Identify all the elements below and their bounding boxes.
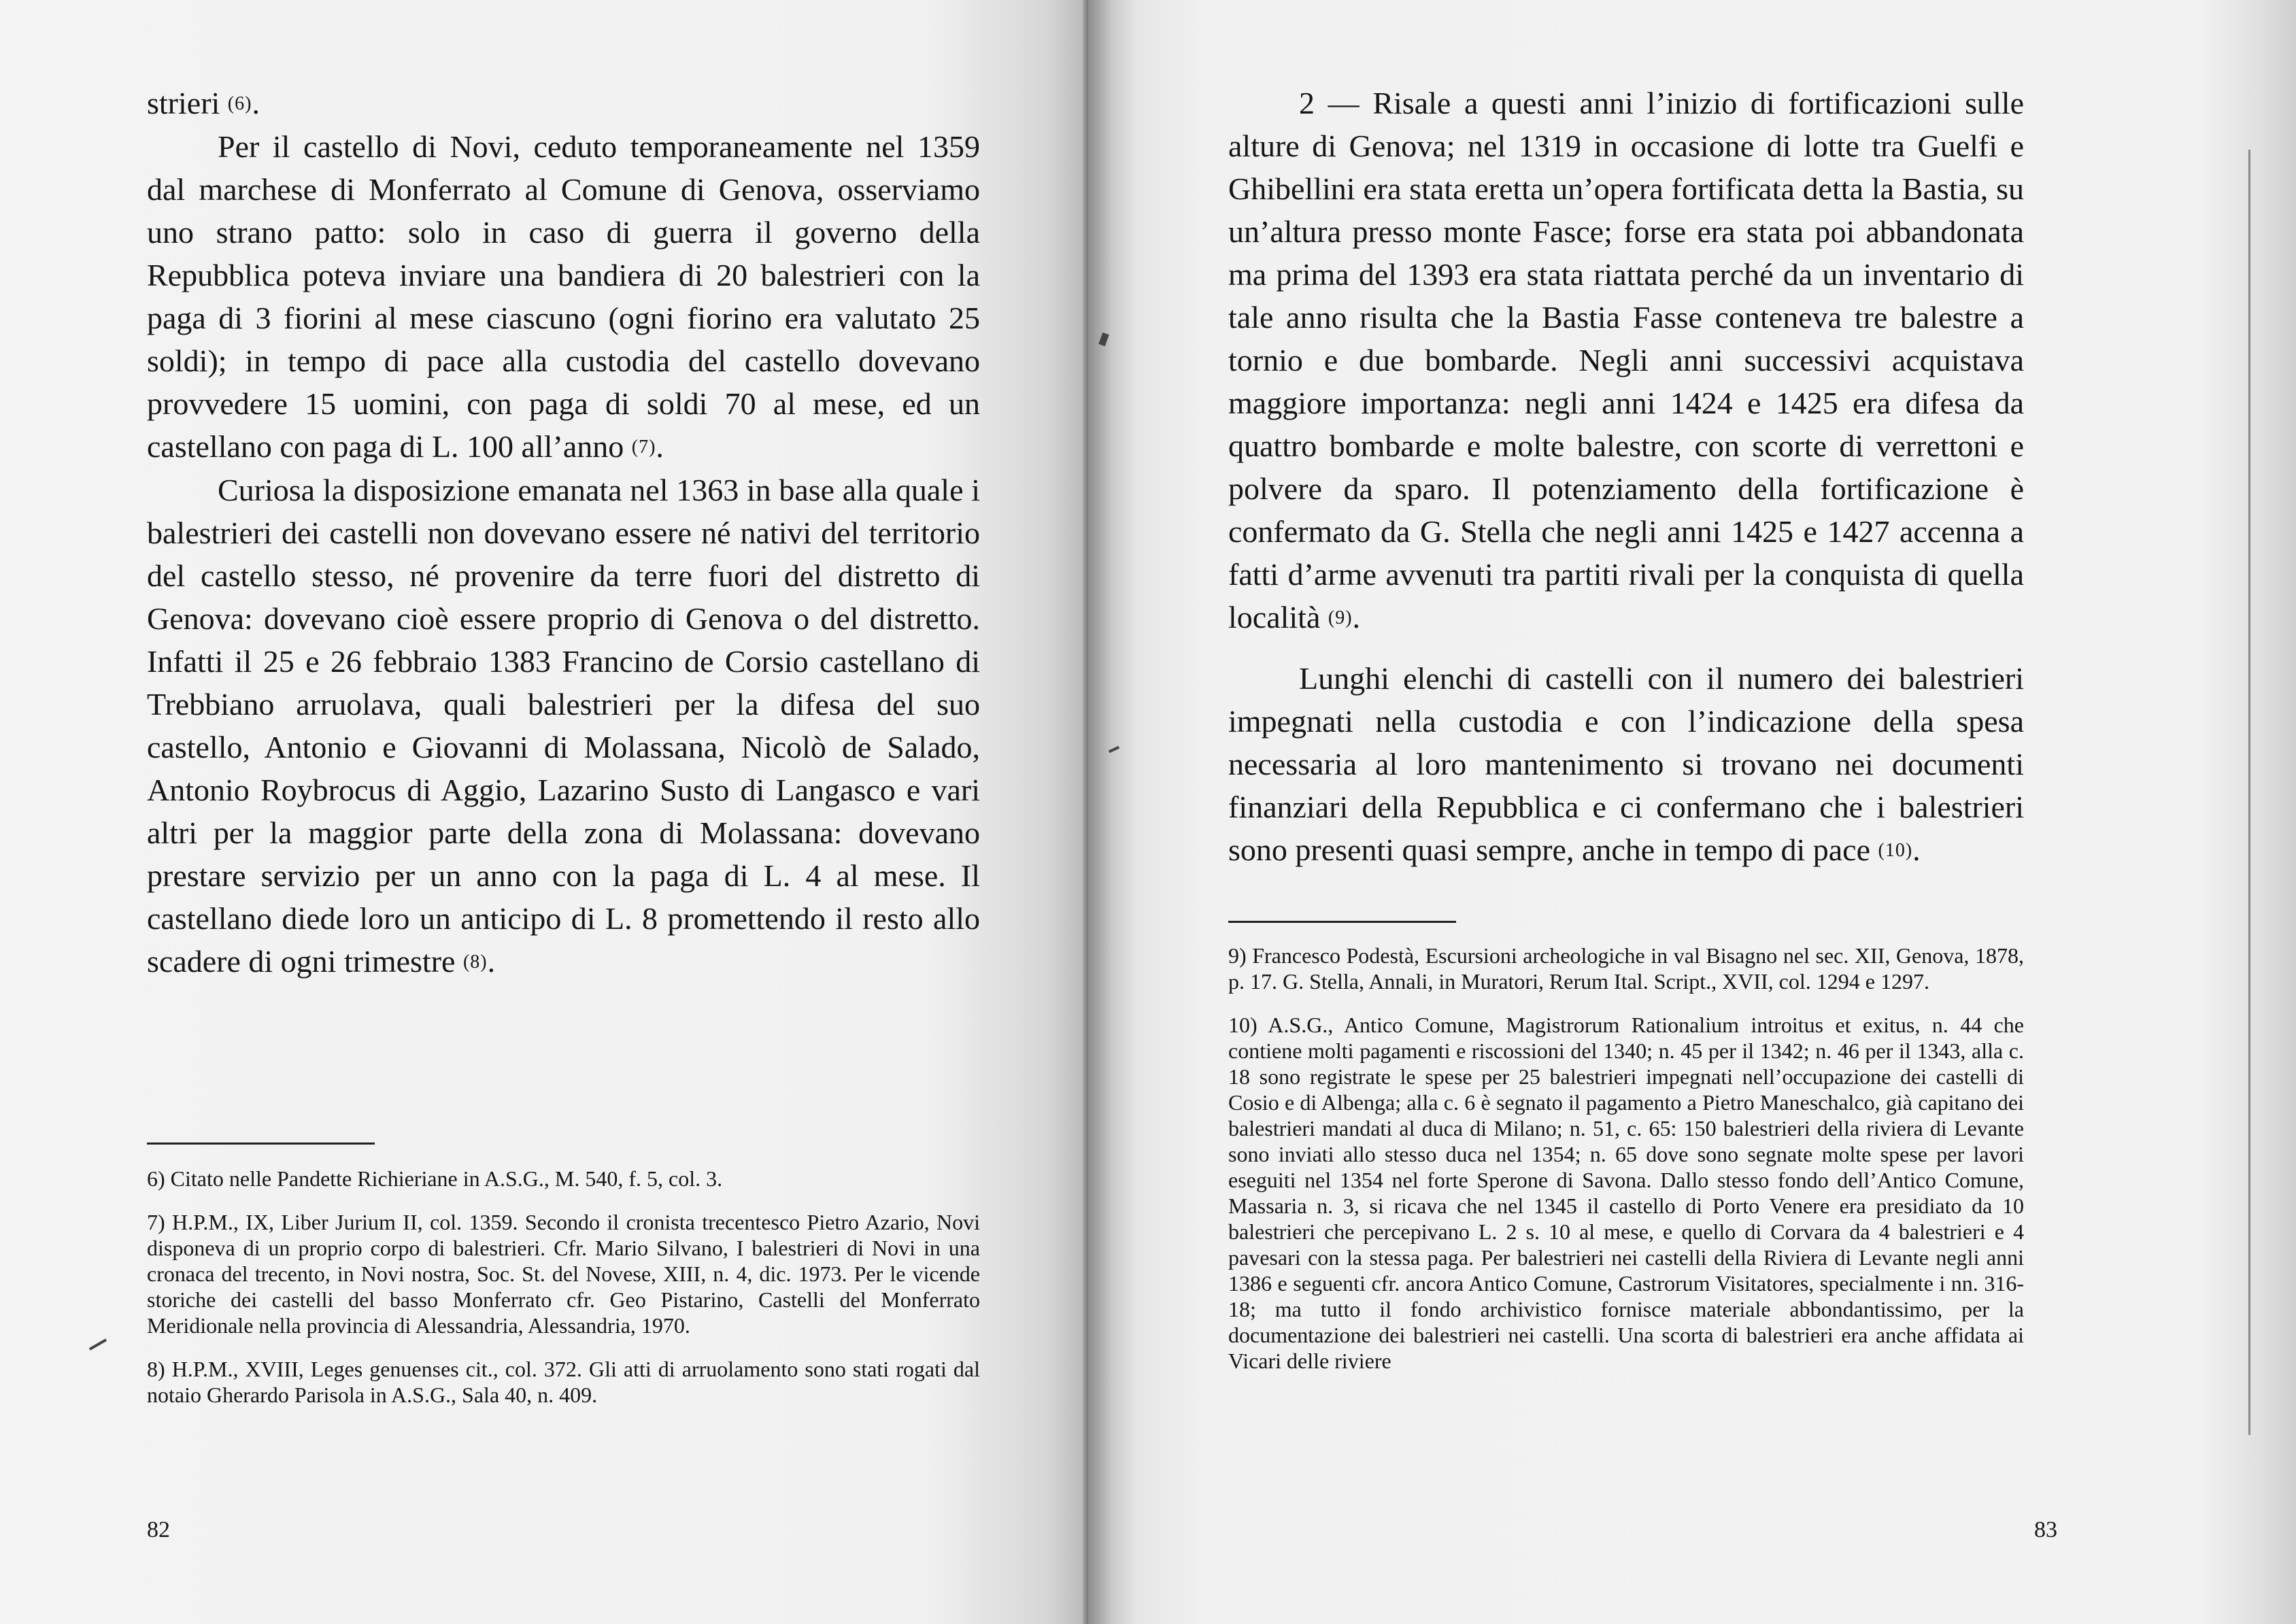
left-footnote-rule	[147, 1143, 375, 1145]
left-paragraph-3: Curiosa la disposizione emanata nel 1363 in base alla quale i balestrieri dei castelli non dovevano essere né nativi del territorio del castello stesso, né provenire da terre fuori del distretto di Genova: dovevano cioè essere proprio di Genova o del distretto. Infatti il 25 e 26 febbraio 1383 Francino de Corsio castellano di Trebbiano arruolava, quali balestrieri per la difesa del suo castello, Antonio e Giovanni di Molassana, Nicolò de Salado, Antonio Roybrocus di Aggio, Lazarino Susto di Langasco e vari altri per la maggior parte della zona di Molassana: dovevano prestare servizio per un anno con la paga di L. 4 al mese. Il castellano diede loro un anticipo di L. 8 promettendo il resto allo scadere di ogni trimestre (8).	[147, 473, 980, 979]
left-paragraph-1: strieri (6).	[147, 86, 260, 120]
margin-mark-top	[1098, 333, 1109, 346]
footnote-10: 10) A.S.G., Antico Comune, Magistrorum Rationalium introitus et exitus, n. 44 che contiene molti pagamenti e riscossioni del 1340; n. 45 per il 1342; n. 46 per il 1343, alla c. 18 sono registrate le spese per 25 balestrieri impegnati nell’occupazione dei castelli di Cosio e di Albenga; alla c. 6 è segnato il pagamento a Pietro Maneschalco, già capitano dei balestrieri mandati al duca di Milano; n. 51, c. 65: 150 balestrieri della riviera di Levante sono inviati allo stesso duca nel 1354; n. 65 dove sono segnate molte spese per lavori eseguiti nel 1354 nel forte Sperone di Savona. Dallo stesso fondo dell’Antico Comune, Massaria n. 3, si ricava che nel 1345 il castello di Porto Venere era presidiato da 10 balestrieri che percepivano L. 2 s. 10 al mese, e quello di Corvara da 4 balestrieri e 4 pavesari con la stessa paga. Per balestrieri nei castelli della Riviera di Levante negli anni 1386 e seguenti cfr. ancora Antico Comune, Castrorum Visitatores, specialmente i nn. 316-18; ma tutto il fondo archivistico fornisce materiale abbondantissimo, per la documentazione dei balestrieri nei castelli. Una scorta di balestrieri era anche affidata ai Vicari delle riviere	[1228, 1013, 2024, 1373]
right-footnotes	[1228, 943, 2024, 1391]
page-number-left: 82	[147, 1517, 170, 1542]
note-mark-8: (8)	[462, 951, 488, 972]
left-footnotes	[147, 1166, 980, 1425]
left-paragraph-2: Per il castello di Novi, ceduto temporaneamente nel 1359 dal marchese di Monferrato al Comune di Genova, osserviamo uno strano patto: solo in caso di guerra il governo della Repubblica poteva inviare una bandiera di 20 balestrieri con la paga di 3 fiorini al mese ciascuno (ogni fiorino era valutato 25 soldi); in tempo di pace alla custodia del castello dovevano provvedere 15 uomini, con paga di soldi 70 al mese, ed un castellano con paga di L. 100 all’anno (7).	[147, 129, 980, 464]
footnote-9: 9) Francesco Podestà, Escursioni archeologiche in val Bisagno nel sec. XII, Genova, 1878, p. 17. G. Stella, Annali, in Muratori, Rerum Ital. Script., XVII, col. 1294 e 1297.	[1228, 943, 2024, 994]
margin-mark-middle	[1109, 746, 1119, 753]
pencil-mark	[89, 1338, 107, 1350]
right-page	[1088, 0, 2296, 1624]
note-mark-10: (10)	[1878, 840, 1913, 861]
note-mark-9: (9)	[1328, 607, 1353, 628]
page-edge-shadow	[2248, 150, 2250, 1435]
page-number-right: 83	[2034, 1517, 2057, 1542]
footnote-7: 7) H.P.M., IX, Liber Jurium II, col. 1359. Secondo il cronista trecentesco Pietro Azario, Novi disponeva di un proprio corpo di balestrieri. Cfr. Mario Silvano, I balestrieri di Novi in una cronaca del trecento, in Novi nostra, Soc. St. del Novese, XIII, n. 4, dic. 1973. Per le vicende storiche dei castelli del basso Monferrato cfr. Geo Pistarino, Castelli del Monferrato Meridionale nella provincia di Alessandria, Alessandria, 1970.	[147, 1210, 980, 1338]
right-body-text	[1228, 82, 2024, 872]
right-paragraph-2: Lunghi elenchi di castelli con il numero dei balestrieri impegnati nella custodia e con l’indicazione della spesa necessaria al loro mantenimento si trovano nei documenti finanziari della Repubblica e ci confermano che i balestrieri sono presenti quasi sempre, anche in tempo di pace (10).	[1228, 661, 2024, 867]
footnote-8: 8) H.P.M., XVIII, Leges genuenses cit., col. 372. Gli atti di arruolamento sono stati rogati dal notaio Gherardo Parisola in A.S.G., Sala 40, n. 409.	[147, 1357, 980, 1407]
left-body-text	[147, 82, 980, 983]
note-mark-7: (7)	[631, 437, 656, 458]
note-mark-6: (6)	[227, 93, 252, 114]
left-page	[0, 0, 1088, 1624]
footnote-6: 6) Citato nelle Pandette Richieriane in A.S.G., M. 540, f. 5, col. 3.	[147, 1166, 723, 1191]
right-paragraph-1: 2 — Risale a questi anni l’inizio di fortificazioni sulle alture di Genova; nel 1319 in occasione di lotte tra Guelfi e Ghibellini era stata eretta un’opera fortificata detta la Bastia, su un’altura presso monte Fasce; forse era stata poi abbandonata ma prima del 1393 era stata riattata perché da un inventario di tale anno risulta che la Bastia Fasse conteneva tre balestre a tornio e due bombarde. Negli anni successivi acquistava maggiore importanza: negli anni 1424 e 1425 era difesa da quattro bombarde e molte balestre, con scorte di verrettoni e polvere da sparo. Il potenziamento della fortificazione è confermato da G. Stella che negli anni 1425 e 1427 accenna a fatti d’arme avvenuti tra partiti rivali per la conquista di quella località (9).	[1228, 86, 2024, 635]
right-footnote-rule	[1228, 921, 1456, 923]
